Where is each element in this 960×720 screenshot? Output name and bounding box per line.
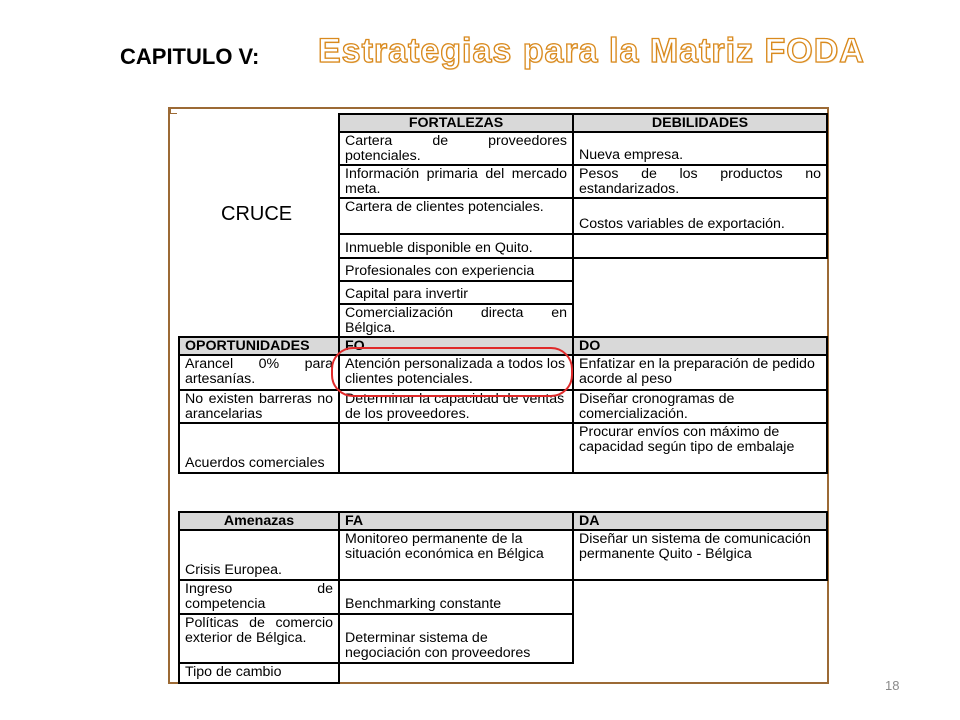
fortaleza-item: Cartera de proveedores potenciales. bbox=[338, 131, 574, 166]
oportunidades-header: OPORTUNIDADES bbox=[178, 336, 340, 356]
fortaleza-item: Inmueble disponible en Quito. bbox=[338, 233, 574, 259]
fa-item: Monitoreo permanente de la situación económica en Bélgica bbox=[338, 529, 574, 581]
debilidad-empty bbox=[572, 233, 828, 259]
fo-item: Atención personalizada a todos los clientes potenciales. bbox=[338, 354, 574, 391]
fortaleza-item: Cartera de clientes potenciales. bbox=[338, 197, 574, 235]
highlight-oval bbox=[331, 347, 573, 397]
debilidades-header: DEBILIDADES bbox=[572, 113, 828, 133]
oportunidad-item: Acuerdos comerciales bbox=[178, 422, 340, 474]
amenazas-header: Amenazas bbox=[178, 511, 340, 531]
page-number: 18 bbox=[885, 678, 900, 693]
do-item: Enfatizar en la preparación de pedido acorde al peso bbox=[572, 354, 828, 391]
cruce-label: CRUCE bbox=[221, 203, 293, 225]
chapter-label: CAPITULO V: bbox=[120, 44, 260, 69]
amenaza-item: Tipo de cambio bbox=[178, 662, 340, 684]
fortaleza-item: Información primaria del mercado meta. bbox=[338, 164, 574, 199]
do-item: Diseñar cronogramas de comercialización. bbox=[572, 389, 828, 424]
amenaza-item: Crisis Europea. bbox=[178, 529, 340, 581]
da-header: DA bbox=[572, 511, 828, 531]
oportunidad-item: Arancel 0% para artesanías. bbox=[178, 354, 340, 391]
fortaleza-item: Profesionales con experiencia bbox=[338, 257, 574, 282]
amenaza-item: Ingreso de competencia bbox=[178, 579, 340, 615]
da-item: Diseñar un sistema de comunicación permanente Quito - Bélgica bbox=[572, 529, 828, 581]
fortaleza-item: Capital para invertir bbox=[338, 280, 574, 305]
debilidad-item: Costos variables de exportación. bbox=[572, 197, 828, 235]
frame-corner-mark bbox=[170, 107, 177, 114]
slide-title: Estrategias para la Matriz FODA bbox=[318, 32, 865, 70]
debilidad-item: Pesos de los productos no estandarizados. bbox=[572, 164, 828, 199]
fa-item: Benchmarking constante bbox=[338, 579, 574, 615]
fa-item: Determinar sistema de negociación con proveedores bbox=[338, 613, 574, 664]
fo-header: FO bbox=[338, 336, 574, 356]
fortalezas-header: FORTALEZAS bbox=[338, 113, 574, 133]
fa-header: FA bbox=[338, 511, 574, 531]
fortaleza-item: Comercialización directa en Bélgica. bbox=[338, 303, 574, 338]
debilidad-item: Nueva empresa. bbox=[572, 131, 828, 166]
do-header: DO bbox=[572, 336, 828, 356]
oportunidad-item: No existen barreras no arancelarias bbox=[178, 389, 340, 424]
amenaza-item: Políticas de comercio exterior de Bélgica. bbox=[178, 613, 340, 664]
fo-empty bbox=[338, 422, 574, 474]
do-item: Procurar envíos con máximo de capacidad según tipo de embalaje bbox=[572, 422, 828, 474]
fo-item: Determinar la capacidad de ventas de los proveedores. bbox=[338, 389, 574, 424]
